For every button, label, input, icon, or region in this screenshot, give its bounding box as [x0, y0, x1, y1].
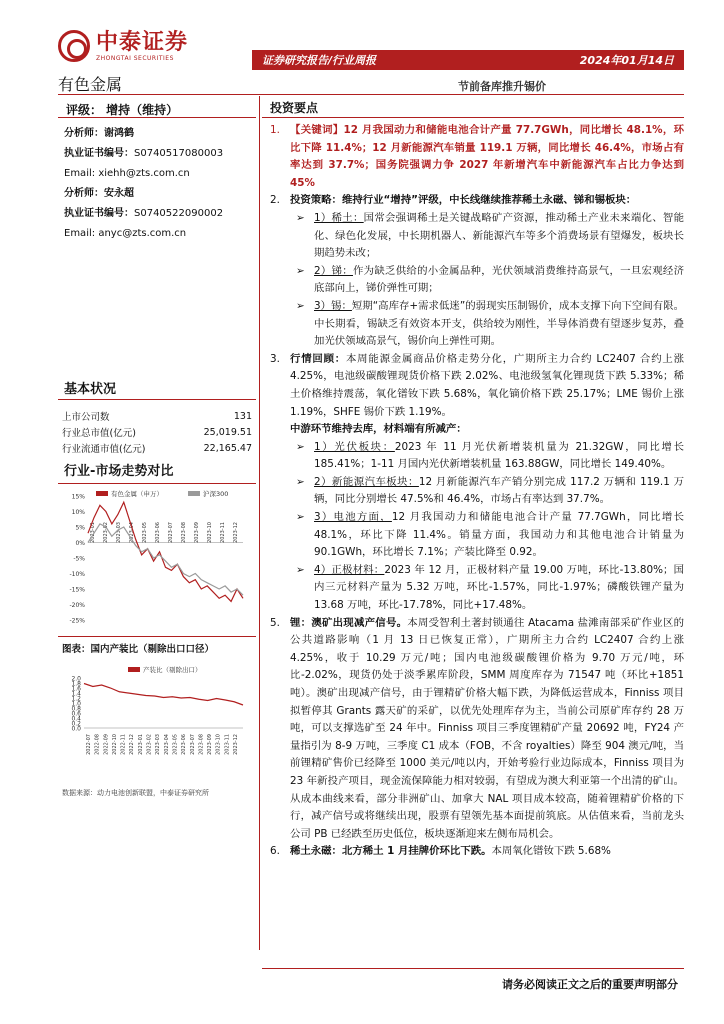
cert-row — [64, 144, 256, 164]
arrow-bullet-icon: ➢ — [296, 264, 305, 277]
x-tick-label: 2023-01 — [137, 734, 144, 755]
key-points-heading: 投资要点 — [262, 96, 684, 118]
x-tick-label: 2022-07 — [86, 734, 92, 755]
sub-point — [262, 509, 684, 562]
right-column — [262, 96, 684, 861]
x-tick-label: 2023-09 — [194, 522, 200, 543]
x-tick-label: 2023-08 — [198, 734, 205, 755]
point-text: 本周氧化镨钕下跌 5.68% — [491, 845, 611, 858]
table-row — [58, 408, 256, 424]
y-tick-label: 1.4 — [71, 690, 81, 698]
column-divider — [259, 96, 260, 950]
y-tick-label: -15% — [69, 586, 85, 594]
point-title: 投资策略：维持行业“增持”评级，中长线继续推荐稀土永磁、锑和锡板块： — [290, 194, 637, 207]
point-2 — [262, 192, 684, 210]
point-text: 本周能源金属商品价格走势分化，广期所主力合约 LC2407 合约上涨 4.25%，电池级碳酸锂现货价格下跌 2.02%、电池级氢氧化锂现货下跌 5.33%；稀土价格维持震荡，氧化镨钕下跌 5.68%，氧化镝价格下跌 25.17%；LME 锡价上涨 1.19%，SHFE 锡价下跌 1.19%。 — [290, 352, 684, 418]
x-tick-label: 2023-11 — [224, 734, 231, 755]
sub-text: 12 月新能源汽车产销分别完成 117.2 万辆和 119.1 万辆，同比分别增长 47.5%和 46.4%，市场占有率达到 37.7%。 — [314, 475, 684, 506]
sub-point — [262, 562, 684, 615]
point-number: 2. — [270, 194, 280, 207]
basic-status-table — [58, 408, 256, 456]
legend-swatch — [188, 491, 200, 496]
y-tick-label: 1.0 — [71, 700, 81, 708]
logo-en-text: ZHONGTAI SECURITIES — [96, 54, 174, 62]
report-date: 2024年01月14日 — [579, 54, 674, 67]
x-tick-label: 2023-04 — [129, 522, 135, 543]
analyst-name-row — [64, 184, 256, 204]
y-tick-label: -25% — [69, 617, 85, 625]
cert-label: 执业证书编号： — [64, 208, 134, 219]
market-trend-chart — [58, 484, 256, 634]
point-title: 中游环节维持去库，材料端有所减产： — [290, 423, 467, 436]
legend-label: 有色金属（申万） — [111, 490, 163, 498]
point-1 — [262, 122, 684, 192]
footer-divider — [262, 968, 684, 969]
sub-title: 3）锡： — [314, 299, 352, 312]
report-type-bar — [252, 50, 684, 70]
sub-text: 12 月我国动力和储能电池合计产量 77.7GWh，同比增长 48.1%，环比下降 11.4%。销量方面，我国动力和其他电池合计销量为 90.1GWh，环比增长 7.1%；产装比降至 0.92。 — [314, 511, 684, 559]
cert-label: 执业证书编号： — [64, 148, 134, 159]
y-tick-label: 0.2 — [71, 720, 81, 728]
row-label: 行业流通市值(亿元) — [62, 444, 146, 455]
x-tick-label: 2023-06 — [181, 734, 188, 755]
email-row — [64, 224, 256, 244]
row-value: 131 — [233, 410, 252, 422]
sub-title: 3）电池方面， — [314, 511, 392, 524]
logo-cn-text: 中泰证券 — [96, 29, 189, 55]
x-tick-label: 2022-12 — [129, 734, 136, 755]
y-tick-label: 0.4 — [71, 715, 81, 723]
y-tick-label: 1.6 — [71, 685, 81, 693]
point-4 — [262, 421, 684, 439]
sector-name: 有色金属 — [58, 75, 123, 94]
point-3 — [262, 351, 684, 421]
row-label: 行业总市值(亿元) — [62, 428, 136, 439]
point-5 — [262, 615, 684, 844]
x-tick-label: 2023-12 — [233, 522, 239, 543]
basic-status-title: 基本状况 — [58, 380, 256, 400]
sub-point — [262, 210, 684, 263]
table-row — [58, 424, 256, 440]
point-6 — [262, 843, 684, 861]
y-tick-label: -10% — [69, 571, 85, 578]
sub-title: 2）锑： — [314, 264, 353, 277]
point-text: 【关键词】12 月我国动力和储能电池合计产量 77.7GWh，同比增长 48.1%，环比下降 11.4%；12 月新能源汽车销量 119.1 万辆，同比增长 46.4%，市场占有率达到 37.7%；国务院强调力争 2027 年新增汽车中新能源汽车占比力争达到 45% — [290, 124, 684, 189]
x-tick-label: 2023-02 — [146, 734, 153, 755]
rating: 评级： 增持（维持） — [58, 96, 256, 118]
x-tick-label: 2023-11 — [220, 522, 226, 543]
point-number: 1. — [270, 124, 280, 136]
analyst-name: 安永超 — [104, 188, 134, 199]
sub-point — [262, 439, 684, 474]
header-divider — [58, 94, 684, 95]
cert-number: S0740517080003 — [134, 148, 224, 159]
x-tick-label: 2022-08 — [94, 734, 101, 755]
arrow-bullet-icon: ➢ — [296, 211, 305, 224]
sub-text: 作为缺乏供给的小金属品种，光伏领域消费维持高景气，一旦宏观经济底部向上，锑价弹性可期； — [314, 264, 684, 295]
sub-title: 1）光伏板块： — [314, 440, 395, 453]
key-points-body — [262, 118, 684, 861]
email-row — [64, 164, 256, 184]
company-logo — [58, 30, 188, 62]
email-link[interactable]: xiehh@zts.com.cn — [98, 168, 190, 179]
left-column — [58, 96, 256, 244]
x-tick-label: 2023-06 — [155, 522, 161, 543]
y-tick-label: -20% — [69, 602, 85, 609]
legend-label: 产装比（剔除出口） — [143, 666, 202, 674]
y-tick-label: 0.0 — [71, 725, 81, 733]
x-tick-label: 2023-05 — [172, 734, 179, 755]
cert-row — [64, 204, 256, 224]
analyst-name: 谢鸿鹤 — [104, 128, 134, 139]
y-tick-label: 0.6 — [71, 710, 81, 718]
point-number: 5. — [270, 616, 280, 629]
email-label: Email: — [64, 168, 96, 179]
point-number: 3. — [270, 352, 280, 365]
x-tick-label: 2023-05 — [142, 522, 148, 543]
legend-swatch — [128, 667, 140, 672]
sub-text: 2023 年 12 月，正极材料产量 19.00 万吨，环比-13.80%；国内三元材料产量为 5.32 万吨，环比-1.57%，同比-1.97%；磷酸铁锂产量为 13.68 万吨，环比-17.78%，同比+17.48%。 — [314, 563, 684, 612]
sub-point — [262, 298, 684, 351]
y-tick-label: 0.8 — [71, 705, 81, 713]
point-text: 本周受智利土著封锁通往 Atacama 盐滩南部采矿作业区的公共道路影响（1 月 13 日已恢复正常），广期所主力合约 LC2407 合约上涨 4.25%，收于 10.29 万元/吨；国内电池级碳酸锂价格为 9.70 万元/吨，环比-2.02%，现货仍处于淡季累库阶段，SMM 周度库存为 71547 吨（环比+1851 吨）。澳矿出现减产信号，由于锂精矿价格大幅下跌，为降低运营成本，Finniss 项目拟暂停其 Grants 露天矿的采矿，以优先处理库存为主，当前公司原矿库存约 28 万吨，可以支撑选矿至 24 年中。Finniss 项目三季度锂精矿产量 20692 吨，FY24 产量指引为 8-9 万吨，三季度 C1 成本（FOB，不含 royalties）降至 904 澳元/吨，当前锂精矿售价已经降至 1000 美元/吨以内，开始考验行业边际成本，Finniss 项目为 23 年新投产项目，现金流保障能力相对较弱，有望成为澳大利亚第一个出清的矿山。从成本曲线来看，部分非洲矿山、加拿大 NAL 项目成本较高，随着锂精矿价格的下行，减产信号或将继续出现，股票有望领先基本面提前筑底。从估值来看，当前龙头公司 PB 已经跌至历史低位，板块逐渐迎来左侧布局机会。 — [290, 616, 684, 840]
sub-point — [262, 474, 684, 509]
x-tick-label: 2022-10 — [111, 734, 118, 755]
sub-point — [262, 263, 684, 298]
y-tick-label: 1.8 — [71, 680, 81, 688]
sub-text: 短期“高库存+需求低迷”的弱现实压制锡价，成本支撑下向下空间有限。中长期看，锡缺乏有效资本开支，供给较为刚性，半导体消费有望逐步复苏，叠加光伏领域高景气，锡价向上弹性可期。 — [314, 299, 684, 348]
logo-icon — [58, 30, 90, 62]
y-tick-label: 10% — [71, 509, 85, 516]
basic-status — [58, 380, 256, 456]
series-line — [88, 502, 243, 601]
email-link[interactable]: anyc@zts.com.cn — [98, 228, 187, 239]
point-title: 稀土永磁：北方稀土 1 月挂牌价环比下跌。 — [290, 845, 492, 858]
x-tick-label: 2023-04 — [163, 734, 170, 755]
point-number: 6. — [270, 845, 280, 858]
trend-title: 行业-市场走势对比 — [58, 460, 256, 484]
disclaimer-note: 请务必阅读正文之后的重要声明部分 — [502, 978, 678, 991]
sub-title: 2）新能源汽车板块： — [314, 475, 419, 488]
x-tick-label: 2023-08 — [181, 522, 187, 543]
chart2-title: 图表：国内产装比（剔除出口口径） — [58, 636, 256, 655]
row-value: 22,165.47 — [203, 442, 252, 454]
x-tick-label: 2023-09 — [207, 734, 214, 755]
arrow-bullet-icon: ➢ — [296, 440, 305, 453]
analyst-name-row — [64, 124, 256, 144]
y-tick-label: 1.2 — [71, 695, 81, 703]
report-type: 证券研究报告/行业周报 — [262, 54, 377, 67]
email-label: Email: — [64, 228, 96, 239]
x-tick-label: 2023-10 — [207, 522, 213, 543]
arrow-bullet-icon: ➢ — [296, 475, 305, 488]
x-tick-label: 2023-12 — [233, 734, 239, 755]
x-tick-label: 2023-07 — [189, 734, 196, 755]
y-tick-label: 0% — [75, 540, 85, 547]
y-tick-label: 2.0 — [71, 675, 81, 683]
legend-label: 沪深300 — [203, 490, 229, 498]
sub-title: 1）稀土： — [314, 211, 364, 224]
arrow-bullet-icon: ➢ — [296, 563, 305, 576]
y-tick-label: 15% — [71, 493, 85, 501]
row-value: 25,019.51 — [203, 426, 252, 438]
point-title: 锂：澳矿出现减产信号。 — [290, 616, 408, 629]
trend-section — [58, 460, 256, 638]
chart2-source: 数据来源：动力电池创新联盟，中泰证券研究所 — [62, 789, 209, 797]
legend-swatch — [96, 491, 108, 496]
report-title: 节前备库推升锡价 — [458, 80, 546, 93]
x-tick-label: 2023-03 — [116, 522, 122, 543]
y-tick-label: 5% — [75, 524, 85, 532]
x-tick-label: 2022-09 — [103, 734, 110, 755]
arrow-bullet-icon: ➢ — [296, 299, 305, 312]
x-tick-label: 2022-11 — [120, 734, 127, 755]
analyst-label: 分析师： — [64, 188, 104, 199]
production-ratio-chart — [58, 656, 256, 786]
x-tick-label: 2023-02 — [103, 522, 109, 543]
point-title: 行情回顾： — [290, 352, 346, 365]
arrow-bullet-icon: ➢ — [296, 511, 305, 524]
sub-text: 国常会强调稀土是关键战略矿产资源，推动稀土产业未来端化、智能化、绿色化发展，中长期机器人、新能源汽车等多个消费场景有望爆发，板块长期趋势未改； — [314, 211, 684, 260]
table-row — [58, 440, 256, 456]
x-tick-label: 2023-07 — [168, 522, 174, 543]
row-label: 上市公司数 — [62, 412, 110, 423]
y-tick-label: -5% — [73, 555, 85, 563]
cert-number: S0740522090002 — [134, 208, 224, 219]
x-tick-label: 2023-01 — [90, 522, 96, 543]
analyst-label: 分析师： — [64, 128, 104, 139]
sub-title: 4）正极材料： — [314, 563, 385, 576]
sub-text: 2023 年 11 月光伏新增装机量为 21.32GW，同比增长 185.41%；1-11 月国内光伏新增装机量 163.88GW，同比增长 149.40%。 — [314, 440, 684, 471]
analyst-block — [64, 118, 256, 244]
series-line — [84, 684, 243, 706]
x-tick-label: 2023-10 — [215, 734, 222, 755]
x-tick-label: 2023-03 — [155, 734, 162, 755]
